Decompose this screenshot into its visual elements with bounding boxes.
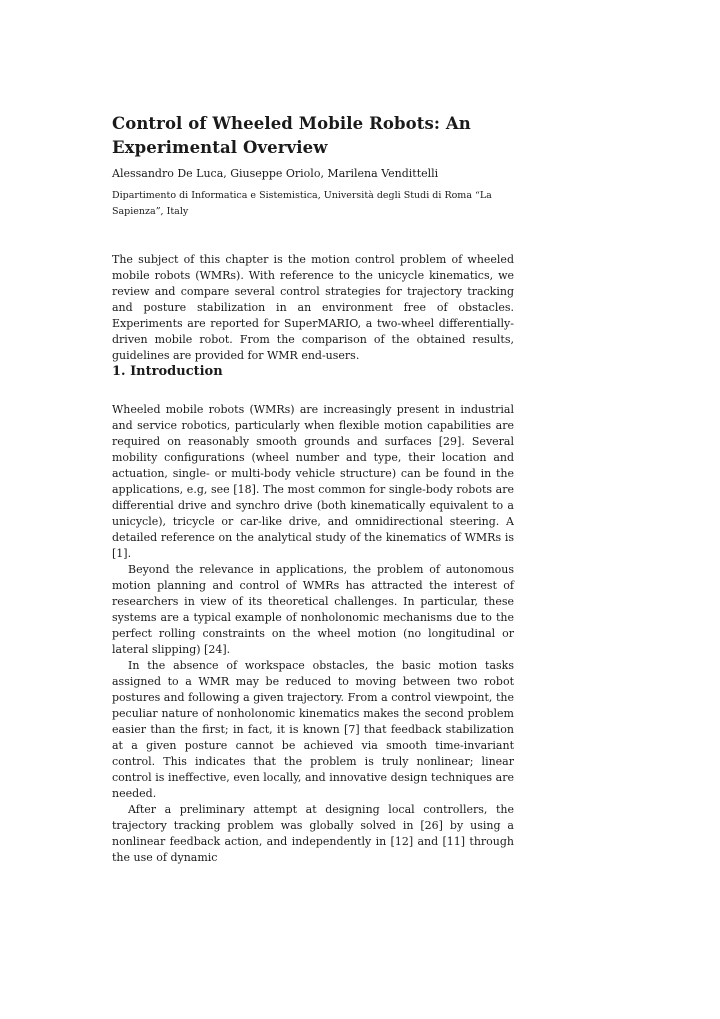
author-affiliation: Dipartimento di Informatica e Sistemistica, Università degli Studi di Roma “La Sapienza”, Italy: [112, 190, 492, 217]
introduction-body: [112, 402, 514, 866]
body-paragraph-2: Beyond the relevance in applications, the problem of autonomous motion planning and control of WMRs has attracted the interest of researchers in view of its theoretical challenges. In particular, these systems are a typical example of nonholonomic mechanisms due to the perfect rolling constraints on the wheel motion (no longitudinal or lateral slipping) [24].: [112, 563, 514, 656]
abstract: The subject of this chapter is the motion control problem of wheeled mobile robots (WMRs). With reference to the unicycle kinematics, we review and compare several control strategies for trajectory tracking and posture stabilization in an environment free of obstacles. Experiments are reported for SuperMARIO, a two-wheel differentially-driven mobile robot. From the comparison of the obtained results, guidelines are provided for WMR end-users.: [112, 253, 514, 362]
body-paragraph-3: In the absence of workspace obstacles, the basic motion tasks assigned to a WMR may be reduced to moving between two robot postures and following a given trajectory. From a control viewpoint, the peculiar nature of nonholonomic kinematics makes the second problem easier than the first; in fact, it is known [7] that feedback stabilization at a given posture cannot be achieved via smooth time-invariant control. This indicates that the problem is truly nonlinear; linear control is ineffective, even locally, and innovative design techniques are needed.: [112, 659, 514, 800]
section-heading-introduction: 1. Introduction: [112, 364, 223, 379]
paper-title: Control of Wheeled Mobile Robots: An Experimental Overview: [112, 114, 471, 157]
body-paragraph-4: After a preliminary attempt at designing local controllers, the trajectory tracking problem was globally solved in [26] by using a nonlinear feedback action, and independently in [12] and [11] through the use of dynamic: [112, 803, 514, 864]
author-list: Alessandro De Luca, Giuseppe Oriolo, Marilena Vendittelli: [112, 167, 439, 180]
body-paragraph-1: Wheeled mobile robots (WMRs) are increasingly present in industrial and service robotics, particularly when flexible motion capabilities are required on reasonably smooth grounds and surfaces [29]. Several mobility configurations (wheel number and type, their location and actuation, single- or multi-body vehicle structure) can be found in the applications, e.g, see [18]. The most common for single-body robots are differential drive and synchro drive (both kinematically equivalent to a unicycle), tricycle or car-like drive, and omnidirectional steering. A detailed reference on the analytical study of the kinematics of WMRs is [1].: [112, 403, 514, 560]
